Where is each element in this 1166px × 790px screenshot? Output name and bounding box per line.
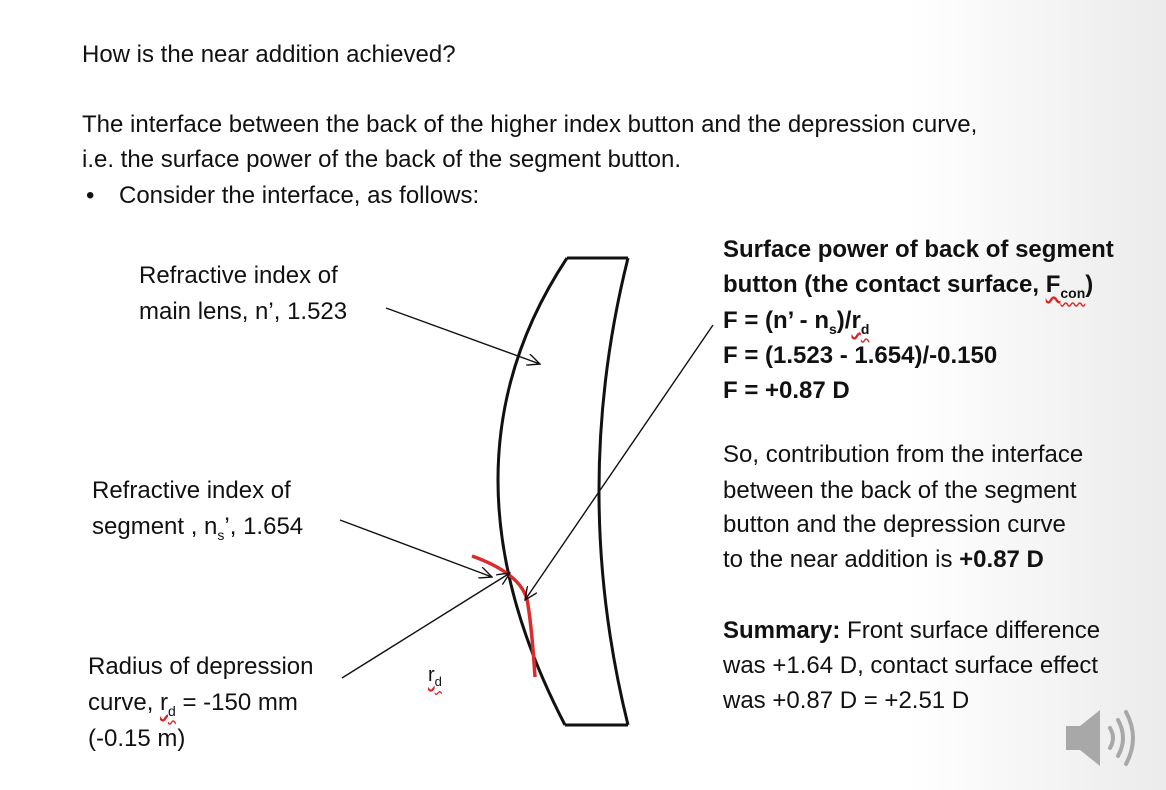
slide-question: How is the near addition achieved? [82,41,456,68]
bullet-marker: • [86,182,95,209]
summary-line-3: was +0.87 D = +2.51 D [723,687,970,714]
arrow-contact-surface [525,325,713,600]
formula-title-2: button (the contact surface, $F_{con}$) [723,271,1094,301]
summary-line-2: was +1.64 D, contact surface effect [723,652,1099,679]
formula-eq-1: F = (n’ - $n_s)/r_d$ [723,307,870,337]
summary-line-1: Summary: Front surface difference [723,617,1101,644]
lens-front-surface [599,258,628,725]
formula-eq-2: F = (1.523 - 1.654)/-0.150 [723,342,998,369]
label-radius-3: (-0.15 m) [88,725,186,752]
label-segment-2: segment , $n_s$’, 1.654 [92,513,304,543]
contribution-line-2: between the back of the segment [723,477,1077,504]
intro-line-2: i.e. the surface power of the back of the segment button. [82,146,682,173]
contribution-line-3: button and the depression curve [723,511,1066,538]
speaker-icon[interactable] [1062,700,1142,776]
formula-eq-3: F = +0.87 D [723,377,850,404]
label-rd: $r_d$ [428,664,442,689]
arrow-main-lens [386,308,540,364]
lens-outline [498,258,628,725]
label-segment-1: Refractive index of [92,477,291,504]
pointer-arrows [340,308,713,678]
arrow-segment [340,520,492,577]
intro-line-1: The interface between the back of the higher index button and the depression curve, [82,111,978,138]
label-main-lens-1: Refractive index of [139,262,338,289]
arrow-radius [342,573,510,678]
label-main-lens-2: main lens, n’, 1.523 [139,298,348,325]
label-radius-2: curve, $r_d = -150$ mm [88,689,298,719]
bullet-text: Consider the interface, as follows: [119,182,480,209]
contribution-line-4: to the near addition is +0.87 D [723,546,1044,573]
formula-title-1: Surface power of back of segment [723,236,1114,263]
label-radius-1: Radius of depression [88,653,314,680]
contribution-line-1: So, contribution from the interface [723,441,1084,468]
depression-curve [472,556,535,677]
